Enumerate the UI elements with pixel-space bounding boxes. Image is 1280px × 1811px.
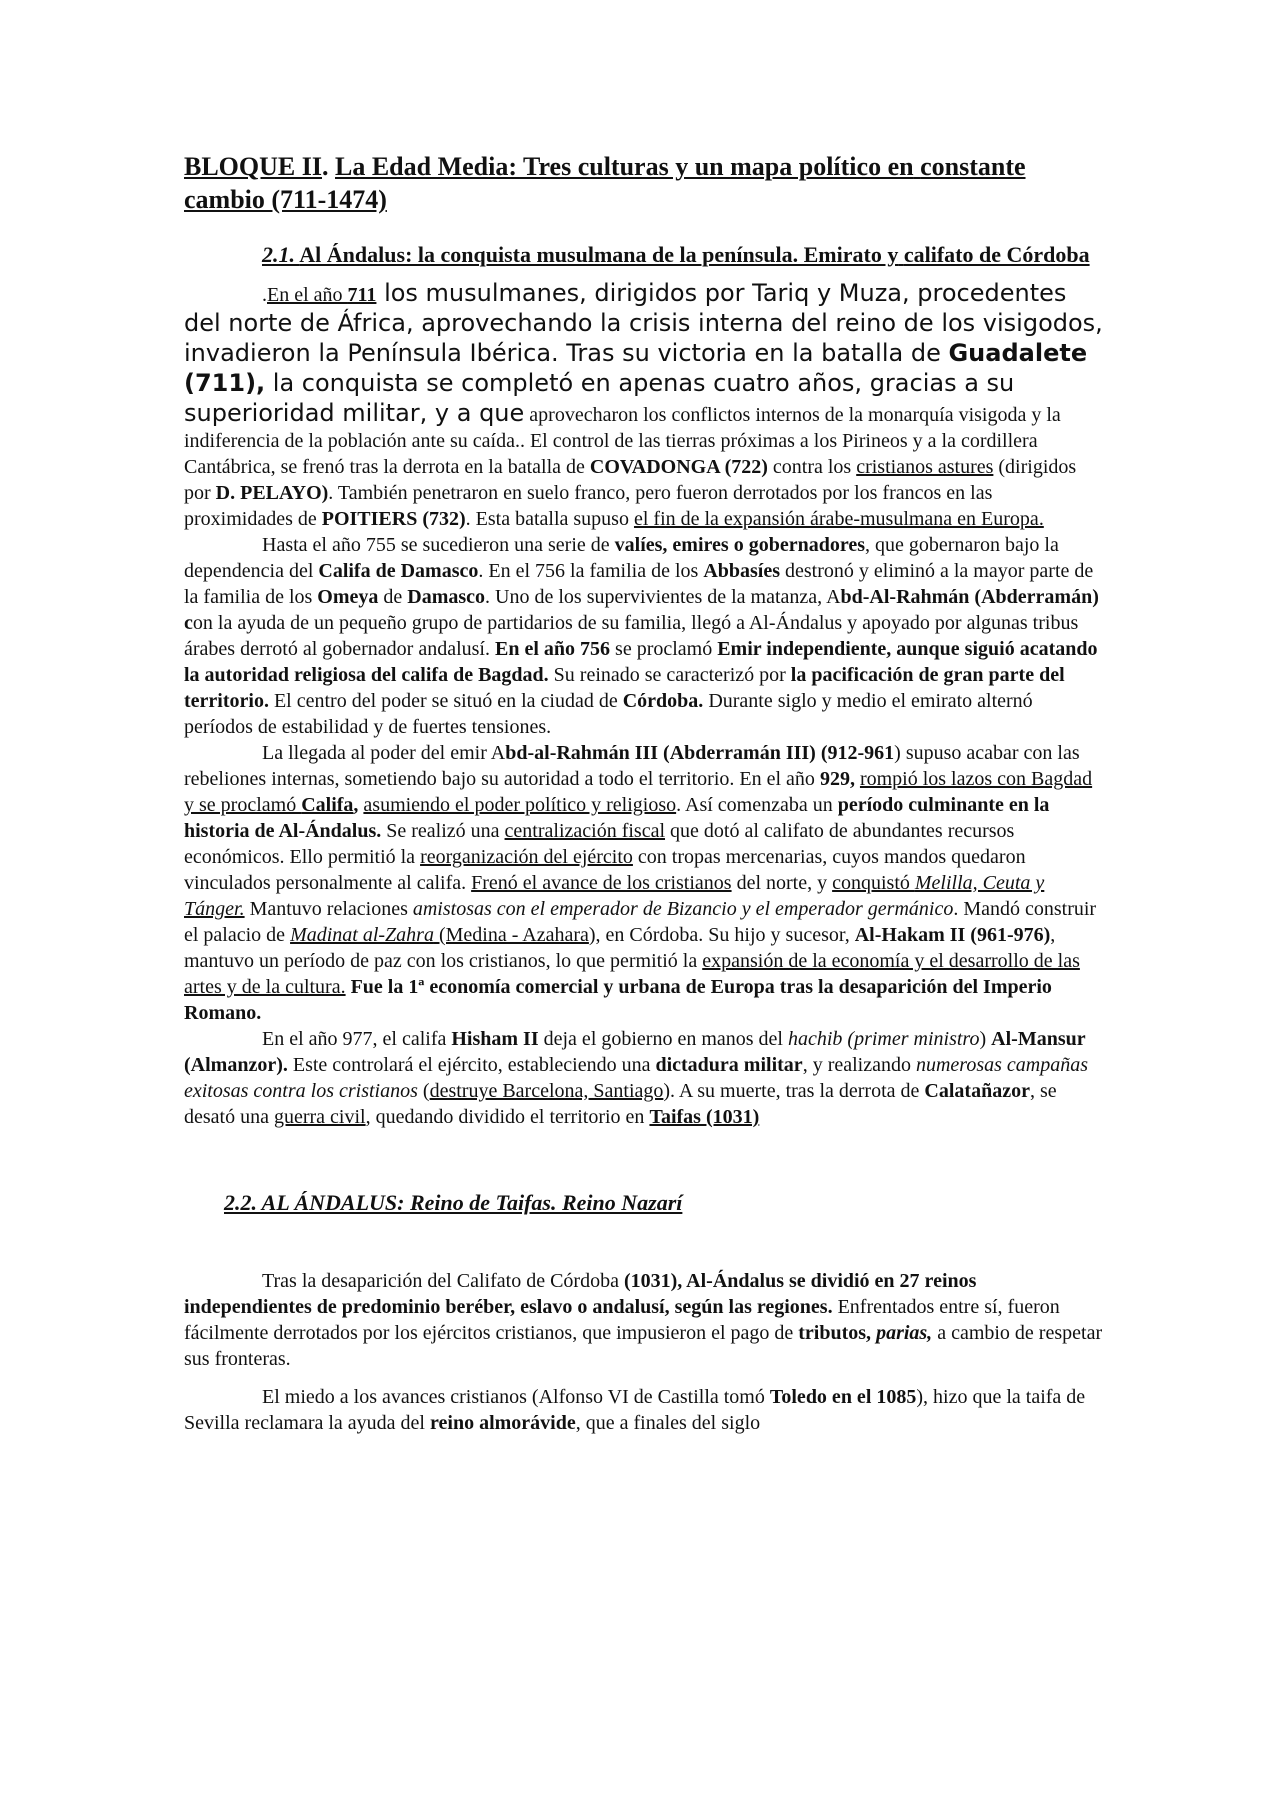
text-span: Durante siglo y medio el emirato alternó períodos de estabilidad y de fuertes tensiones. — [184, 690, 1033, 738]
text-span: expansión de la economía y el desarrollo de las artes y de la cultura. — [184, 950, 1080, 998]
text-span: . En el 756 la familia de los — [478, 560, 704, 582]
text-span: Frenó el avance de los cristianos — [471, 872, 732, 894]
text-span: Este controlará el ejército, estableciendo una — [287, 1054, 656, 1076]
text-span: Su reinado se caracterizó por — [548, 664, 791, 686]
text-span: Emir independiente, aunque siguió acatando la autoridad religiosa del califa de Bagdad. — [184, 638, 1098, 686]
text-span: a cambio de respetar sus fronteras. — [184, 1322, 1103, 1370]
text-span: . Uno de los supervivientes de la matanza, A — [485, 586, 841, 608]
text-span: , quedando dividido el territorio en — [365, 1106, 650, 1128]
text-span: de — [378, 586, 408, 608]
text-span: hachib (primer ministro — [788, 1028, 980, 1050]
text-span: Córdoba. — [622, 690, 704, 712]
page-title — [184, 150, 1104, 216]
title-line-1: La Edad Media: Tres culturas y un mapa político en — [335, 152, 914, 181]
paragraph-2 — [184, 532, 1104, 740]
text-span: . Así comenzaba un — [676, 794, 838, 816]
text-span: En el año — [267, 284, 348, 306]
text-span: ) supuso acabar con las rebeliones internas, sometiendo bajo su autoridad a todo el territorio. En el año — [184, 742, 1080, 790]
text-span: ( — [417, 1080, 430, 1102]
text-span: on la ayuda de un pequeño grupo de partidarios de su familia, llegó a Al-Ándalus y apoyado por algunas tribus árabes derrotó al gobernador andalusí. — [184, 612, 1079, 660]
text-span: asumiendo el poder político y religioso — [363, 794, 677, 816]
text-span: Al-Mansur (Almanzor). — [184, 1028, 1086, 1076]
section-heading-text-2: califato de Córdoba — [903, 242, 1090, 267]
text-span: Omeya — [317, 586, 379, 608]
text-span: ). A su muerte, tras la derrota de — [663, 1080, 925, 1102]
text-span: dictadura militar — [655, 1054, 803, 1076]
text-span: , que a finales del siglo — [575, 1412, 761, 1434]
text-span: . También penetraron en suelo franco, pero fueron derrotados por los francos en las proximidades de — [184, 482, 993, 530]
text-span: destruye Barcelona, Santiago — [429, 1080, 664, 1102]
title-line-2: constante cambio (711-1474) — [184, 152, 1026, 214]
text-span: (dirigidos por — [184, 456, 1077, 504]
text-span: cristianos astures — [856, 456, 994, 478]
text-span: centralización fiscal — [504, 820, 666, 842]
text-span: Hisham II — [451, 1028, 539, 1050]
text-span: del norte, y — [731, 872, 833, 894]
text-span: Tras la desaparición del Califato de Córdoba — [262, 1270, 624, 1292]
paragraph-6 — [184, 1384, 1104, 1436]
section-heading-2-2: 2.2. AL ÁNDALUS: Reino de Taifas. Reino Nazarí — [224, 1190, 683, 1215]
text-span: la conquista se completó en apenas cuatro años, gracias a su superioridad militar, y a que — [184, 369, 1015, 427]
document-body — [184, 150, 1104, 1436]
text-span: valíes, emires o gobernadores — [614, 534, 865, 556]
paragraph-4 — [184, 1026, 1104, 1130]
section-number: 2.1. — [262, 242, 295, 267]
text-span: . — [262, 284, 267, 306]
text-span: El miedo a los avances cristianos (Alfonso VI de Castilla tomó — [262, 1386, 770, 1408]
text-span: Mantuvo relaciones — [244, 898, 413, 920]
text-span: D. PELAYO) — [215, 482, 329, 504]
text-span: deja el gobierno en manos del — [538, 1028, 788, 1050]
text-span: rompió los lazos con Bagdad y se proclamó — [184, 768, 1093, 816]
text-span: Se realizó una — [381, 820, 505, 842]
text-span: bd-Al-Rahmán (Abderramán) c — [184, 586, 1099, 634]
text-span: Melilla, Ceuta y Tánger. — [184, 872, 1045, 920]
text-span: ), hizo que la taifa de Sevilla reclamara la ayuda del — [184, 1386, 1086, 1434]
text-span: tributos, — [798, 1322, 877, 1344]
text-span: Fue la 1ª economía comercial y urbana de Europa tras la desaparición del Imperio Romano. — [184, 976, 1052, 1024]
text-span: 711 — [347, 284, 377, 306]
text-span: , y realizando — [802, 1054, 916, 1076]
text-span: Abbasíes — [703, 560, 781, 582]
text-span: la pacificación de gran parte del territorio. — [184, 664, 1065, 712]
text-span: En el año 977, el califa — [262, 1028, 452, 1050]
text-span: el fin de la expansión árabe-musulmana en Europa. — [633, 508, 1044, 530]
text-span: (Medina - Azahara — [433, 924, 589, 946]
text-span: ), en Córdoba. Su hijo y sucesor, — [588, 924, 855, 946]
title-bloque: BLOQUE II — [184, 152, 322, 181]
text-span: período culminante en la historia de Al-Ándalus. — [184, 794, 1050, 842]
text-span: Guadalete (711), — [184, 339, 1088, 397]
text-span: , se desató una — [184, 1080, 1057, 1128]
text-span: amistosas con el emperador de Bizancio y el emperador germánico — [412, 898, 954, 920]
text-span: POITIERS (732) — [321, 508, 466, 530]
text-span: La llegada al poder del emir A — [262, 742, 506, 764]
text-span: destronó y eliminó a la mayor parte de la familia de los — [184, 560, 1094, 608]
text-span: Toledo en el 1085 — [769, 1386, 917, 1408]
text-span: se proclamó — [610, 638, 718, 660]
section-heading-text: Al Ándalus: la conquista musulmana de la península. Emirato y — [299, 242, 899, 267]
text-span: Damasco — [407, 586, 486, 608]
text-span: bd-al-Rahmán III (Abderramán III) (912-961 — [505, 742, 895, 764]
text-span: los musulmanes, dirigidos por Tariq y Muza, procedentes del norte de África, aprovechando la crisis interna del reino de los visigodos, invadieron la Península Ibérica. Tras su victoria en la batalla de — [184, 279, 1103, 367]
paragraph-5 — [184, 1268, 1104, 1372]
paragraph-1 — [184, 278, 1104, 532]
text-span: conquistó — [832, 872, 915, 894]
text-span: (1031), Al-Ándalus se dividió en 27 reinos independientes de predominio beréber, eslavo o andalusí, según las regiones. — [184, 1270, 977, 1318]
text-span: Al-Hakam II (961-976) — [854, 924, 1051, 946]
text-span: . Esta batalla supuso — [465, 508, 634, 530]
text-span: , que gobernaron bajo la dependencia del — [184, 534, 1059, 582]
text-span: Califa de Damasco — [318, 560, 479, 582]
text-span: El centro del poder se situó en la ciudad de — [268, 690, 623, 712]
text-span: . Mandó construir el palacio de — [184, 898, 1097, 946]
text-span: ) — [979, 1028, 992, 1050]
text-span: Enfrentados entre sí, fueron fácilmente derrotados por los ejércitos cristianos, que impusieron el pago de — [184, 1296, 1060, 1344]
text-span: reorganización del ejército — [420, 846, 633, 868]
text-span: Madinat al-Zahra — [290, 924, 434, 946]
section-heading-2-1 — [262, 240, 1104, 270]
text-span: En el año 756 — [495, 638, 611, 660]
text-span: Hasta el año 755 se sucedieron una serie de — [262, 534, 615, 556]
text-span: , mantuvo un período de paz con los cristianos, lo que permitió la — [184, 924, 1056, 972]
text-span: numerosas campañas exitosas contra los cristianos — [184, 1054, 1088, 1102]
title-dot: . — [322, 152, 329, 181]
text-span: COVADONGA (722) — [589, 456, 768, 478]
text-span: contra los — [767, 456, 857, 478]
text-span: Taifas (1031) — [649, 1106, 760, 1128]
text-span: guerra civil — [273, 1106, 366, 1128]
paragraph-3 — [184, 740, 1104, 1026]
text-span: con tropas mercenarias, cuyos mandos quedaron vinculados personalmente al califa. — [184, 846, 1026, 894]
text-span: aprovecharon los conflictos internos de la monarquía visigoda y la indiferencia de la población ante su caída.. El control de las tierras próximas a los Pirineos y a la cordillera Cantábrica, se frenó tras la derrota en la batalla de — [184, 404, 1061, 478]
text-span: parias, — [876, 1322, 933, 1344]
text-span: que dotó al califato de abundantes recursos económicos. Ello permitió la — [184, 820, 1015, 868]
text-span: Califa — [301, 794, 354, 816]
text-span: 929, — [819, 768, 855, 790]
text-span: Calatañazor — [924, 1080, 1030, 1102]
text-span: , — [353, 794, 359, 816]
text-span: reino almorávide — [430, 1412, 576, 1434]
